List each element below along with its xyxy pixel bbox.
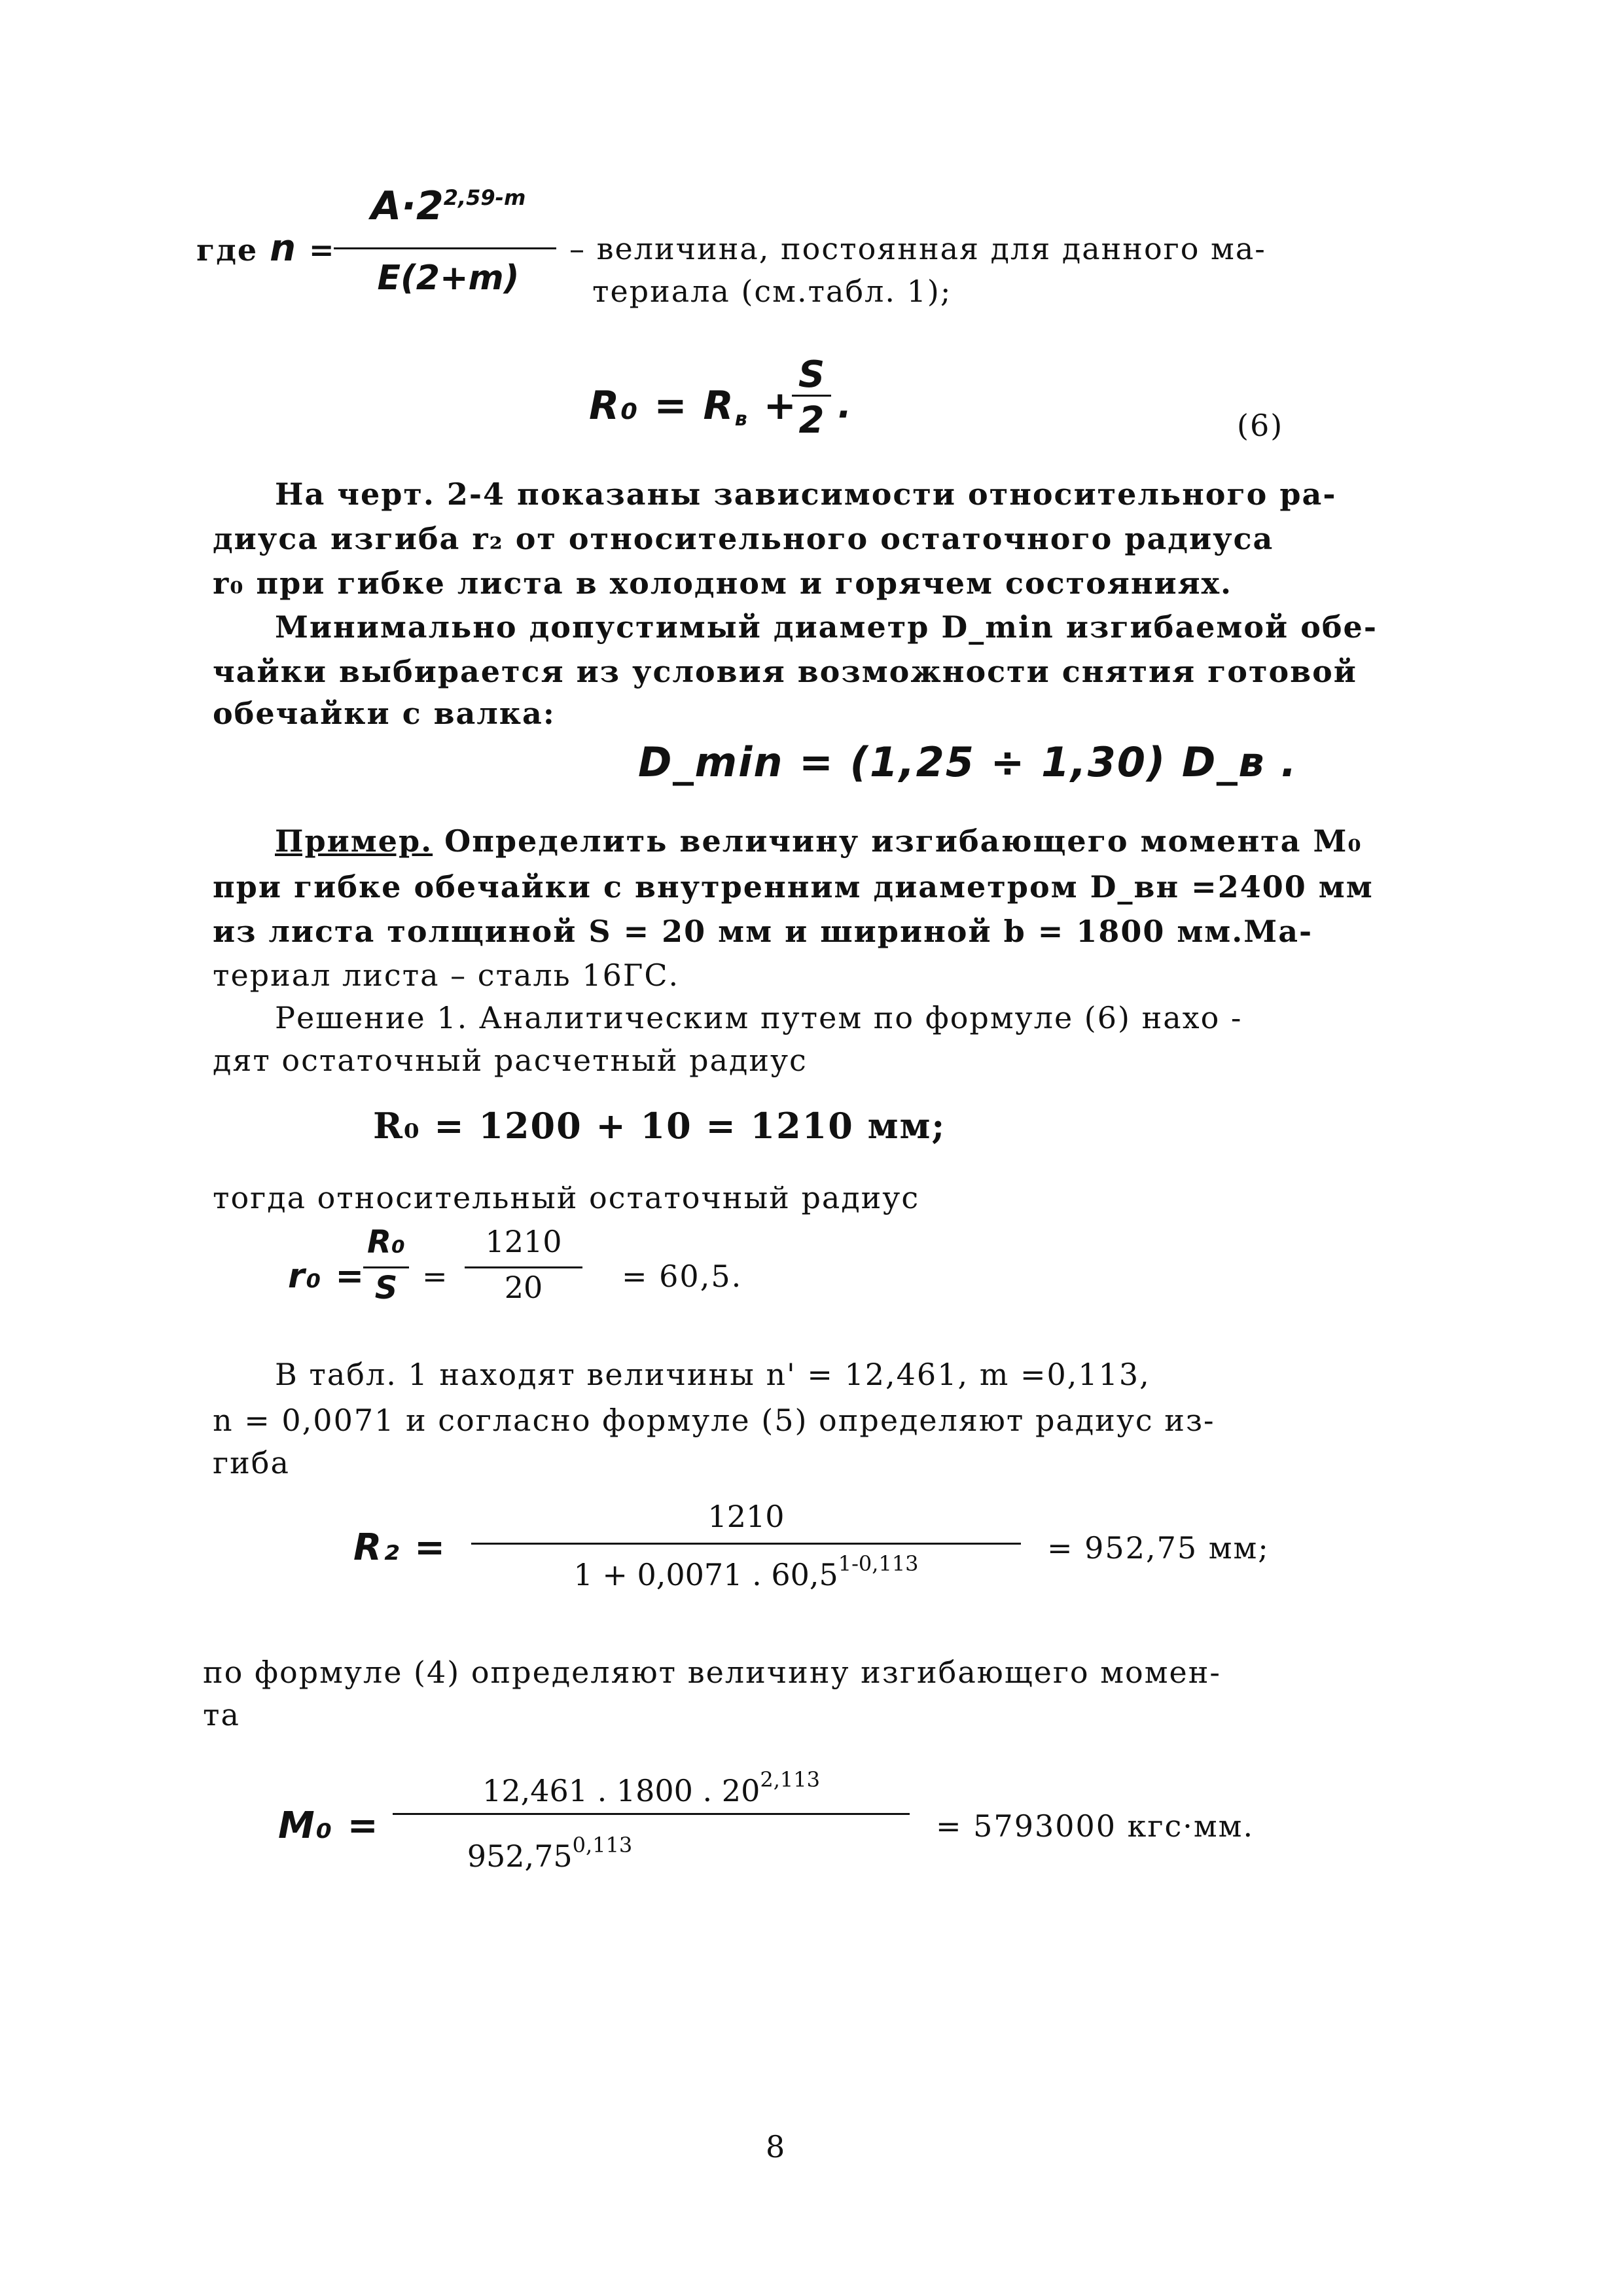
rb-num: 1210: [707, 1499, 785, 1534]
r0-result: = 60,5.: [622, 1259, 743, 1294]
r0-den2: 20: [504, 1270, 543, 1305]
formula6-lhs: [589, 383, 798, 439]
table-values-line1: В табл. 1 находят величины n' = 12,461, m =0,113,: [275, 1357, 1150, 1392]
m0-result: = 5793000 кгс·мм.: [936, 1808, 1255, 1844]
para1-line3: r₀ при гибке листа в холодном и горячем состояниях.: [213, 565, 1233, 601]
eq-sign: =: [309, 232, 336, 268]
r0-eq: =: [422, 1259, 449, 1294]
moment-text-line1: по формуле (4) определяют величину изгибающего момен-: [203, 1655, 1221, 1690]
dmin-formula: D_min = (1,25 ÷ 1,30) D_в .: [638, 738, 1298, 786]
formula6-sub: в: [734, 408, 749, 431]
solution-line3: тогда относительный остаточный радиус: [213, 1180, 920, 1215]
r0-num1: R₀: [367, 1224, 405, 1261]
formula6-lhs-text: R₀ = R: [589, 383, 735, 429]
m0-den-exp: 0,113: [572, 1833, 633, 1857]
solution-line2: дят остаточный расчетный радиус: [213, 1043, 808, 1078]
n-num-exp: 2,59-m: [443, 185, 526, 210]
table-values-line3: гиба: [213, 1445, 290, 1480]
table-values-line2: n = 0,0071 и согласно формуле (5) определяют радиус из-: [213, 1403, 1215, 1438]
example-line2: при гибке обечайки с внутренним диаметром D_вн =2400 мм: [213, 869, 1374, 905]
m0-num: [393, 1767, 910, 1808]
where-word: где: [196, 232, 259, 268]
m0-lhs: M₀ =: [278, 1804, 380, 1847]
where-label: [196, 229, 336, 270]
rb-den-exp: 1-0,113: [838, 1551, 919, 1576]
solution-line1: Решение 1. Аналитическим путем по формуле (6) нахо -: [275, 1000, 1243, 1035]
n-desc-line2: териала (см.табл. 1);: [592, 274, 952, 309]
para2-line1: Минимально допустимый диаметр D_min изгибаемой обе-: [275, 609, 1378, 645]
rb-lhs: R₂ =: [353, 1526, 447, 1569]
example-label: Пример.: [275, 823, 433, 859]
example-line1: [275, 821, 1363, 861]
formula6-number: (6): [1237, 408, 1284, 443]
page-number: 8: [766, 2129, 787, 2164]
example-line4: териал листа – сталь 16ГС.: [213, 958, 680, 993]
example-line1-text: Определить величину изгибающего момента M₀: [444, 823, 1363, 859]
rb-result: = 952,75 мм;: [1047, 1530, 1270, 1566]
fraction-bar: [334, 247, 556, 249]
n-desc-line1: – величина, постоянная для данного ма-: [569, 231, 1266, 266]
m0-den: [393, 1833, 707, 1874]
para1-line1: На черт. 2-4 показаны зависимости относительного ра-: [275, 476, 1337, 512]
r0-num2: 1210: [485, 1224, 562, 1259]
r0-den1: S: [374, 1270, 398, 1306]
n-var: n: [270, 227, 298, 270]
m0-num-exp: 2,113: [760, 1767, 820, 1792]
n-num-base: A·2: [370, 183, 444, 229]
para1-line2: диуса изгиба r₂ от относительного остаточного радиуса: [213, 521, 1274, 556]
para2-line2: чайки выбирается из условия возможности снятия готовой: [213, 654, 1357, 689]
fraction-bar: [393, 1813, 910, 1815]
example-line3: из листа толщиной S = 20 мм и шириной b = 1800 мм.Ма-: [213, 914, 1313, 949]
fraction-bar: [471, 1543, 1021, 1545]
moment-text-line2: та: [203, 1697, 240, 1732]
fraction-bar: [792, 395, 831, 397]
para2-line3: обечайки с валка:: [213, 696, 556, 731]
m0-num-base: 12,461 . 1800 . 20: [482, 1773, 760, 1808]
formula6-num: S: [798, 353, 825, 396]
m0-den-base: 952,75: [467, 1839, 573, 1874]
formula6-dot: .: [838, 384, 853, 427]
rb-den-base: 1 + 0,0071 . 60,5: [573, 1557, 838, 1592]
formula6-den: 2: [798, 399, 825, 442]
fraction-bar: [363, 1266, 409, 1268]
n-denominator: E(2+m): [377, 259, 520, 298]
formula6-plus: +: [763, 383, 798, 429]
fraction-bar: [465, 1266, 582, 1268]
n-numerator: [340, 183, 556, 229]
r0-lhs: r₀ =: [288, 1257, 366, 1296]
r0-formula: R₀ = 1200 + 10 = 1210 мм;: [373, 1105, 946, 1147]
rb-den: [471, 1551, 1021, 1592]
